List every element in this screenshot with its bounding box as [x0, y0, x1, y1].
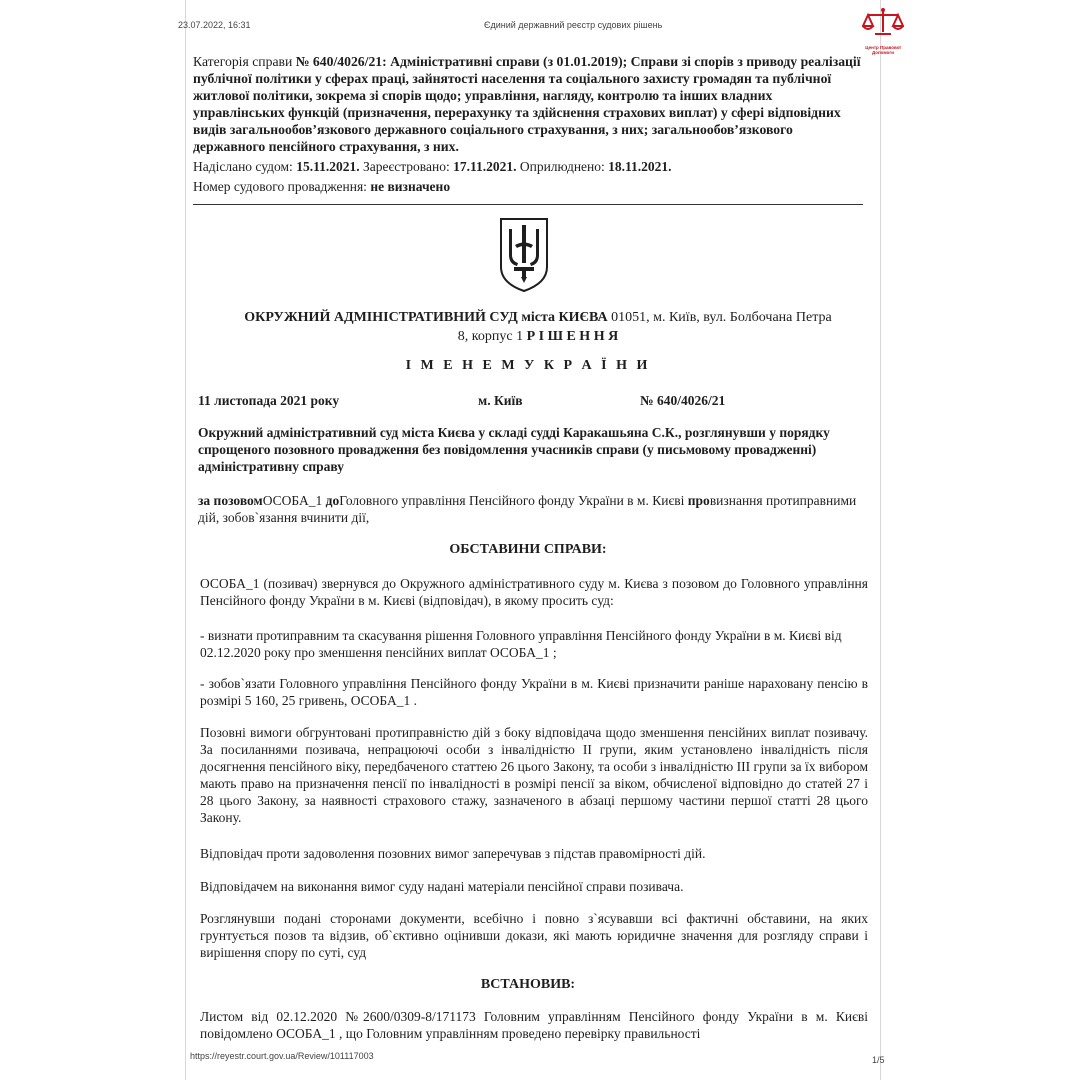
coat-of-arms [497, 215, 551, 295]
legal-aid-logo [862, 6, 904, 55]
trident-icon [497, 215, 551, 295]
print-url[interactable]: https://reyestr.court.gov.ua/Review/101117003 [190, 1051, 374, 1061]
claim-plaintiff: ОСОБА_1 [262, 493, 326, 508]
sent-label: Надіслано судом: [193, 159, 293, 174]
paragraph-1: ОСОБА_1 (позивач) звернувся до Окружного адміністративного суду м. Києва з позовом до Головного управління Пенсійного фонду України в м. Києві (відповідач), в якому просить суд: [200, 576, 868, 608]
claim-subject: визнання протиправними дій, зобов`язання вчинити дії, [198, 493, 857, 525]
decision-date: 11 листопада 2021 року [198, 393, 340, 408]
header-divider [193, 204, 863, 205]
court-address-line1: 01051, м. Київ, вул. Болбочана Петра [611, 310, 832, 325]
section-circumstances: ОБСТАВИНИ СПРАВИ: [449, 542, 607, 557]
dates-line [193, 158, 863, 175]
published-date: 18.11.2021. [608, 159, 672, 174]
published-label: Оприлюднено: [519, 159, 605, 174]
registered-date: 17.11.2021. [453, 159, 517, 174]
print-datetime: 23.07.2022, 16:31 [178, 20, 251, 30]
logo-caption: Центр Правової Допомоги [865, 45, 901, 55]
paragraph-3: - зобов`язати Головного управління Пенсійного фонду України в м. Києві призначити раніше нараховану пенсію в розмірі 5 160, 25 гривень, ОСОБА_1 . [200, 676, 868, 708]
scales-icon [862, 6, 904, 40]
court-city-word: міста [521, 310, 555, 325]
claim-to-label: до [325, 493, 340, 508]
print-page-number: 1/5 [872, 1055, 885, 1065]
scan-edge-right [880, 0, 881, 1080]
proceeding-number-line [193, 178, 863, 195]
sent-date: 15.11.2021. [296, 159, 360, 174]
court-address-line2: 8, корпус 1 [457, 329, 524, 344]
paragraph-5: Відповідач проти задоволення позовних вимог заперечував з підстав правомірності дій. [200, 846, 706, 861]
court-heading [193, 308, 883, 346]
court-city: КИЄВА [558, 310, 608, 325]
decision-place: м. Київ [478, 393, 523, 408]
category-text: № 640/4026/21: Адміністративні справи (з 01.01.2019); Справи зі спорів з приводу реалізації публічної політики у сферах праці, зайнятості населення та соціального захисту громадян та публічної житлової політики, зокрема зі спорів щодо; управління, нагляду, контролю та інших владних управлінських функцій (призначення, перерахунку та здійснення страхових виплат) у сфері відповідних видів загальнообов’язкового державного соціального страхування, з них; загальнообов’язкового державного пенсійного страхування, з них. [193, 54, 861, 154]
claim-about-label: про [687, 493, 710, 508]
proceeding-value: не визначено [370, 179, 451, 194]
case-category [193, 53, 863, 155]
intro-paragraph: Окружний адміністративний суд міста Києва у складі судді Каракашьяна С.К., розглянувши у порядку спрощеного позовного провадження без повідомлення учасників справи (у письмовому провадженні) адміністративну справу [198, 425, 830, 474]
scan-edge-left [185, 0, 186, 1080]
claim-line [198, 492, 868, 526]
paragraph-4: Позовні вимоги обгрунтовані протиправністю дій з боку відповідача щодо зменшення пенсійних виплат позивачу. За посиланнями позивача, непрацюючі особи з інвалідністю ІІ групи, яким установлено інвалідність після досягнення пенсійного віку, передбаченого статтею 26 цього Закону, та особи з інвалідністю ІІІ групи за їх вибором мають право на призначення пенсії по інвалідності в розмірі пенсії за віком, обчисленої відповідно до статей 27 і 28 цього Закону, за наявності страхового стажу, зазначеного в абзаці першому частини першої статті 28 цього Закону. [200, 725, 868, 825]
claim-defendant: Головного управління Пенсійного фонду України в м. Києві [339, 493, 688, 508]
claim-by-label: за позовом [198, 493, 263, 508]
category-label: Категорія справи [193, 54, 293, 69]
registered-label: Зареєстровано: [362, 159, 450, 174]
court-name: ОКРУЖНИЙ АДМІНІСТРАТИВНИЙ СУД [244, 310, 518, 325]
paragraph-8: Листом від 02.12.2020 №2600/0309-8/171173 Головним управлінням Пенсійного фонду України в м. Києві повідомлено ОСОБА_1 , що Головним управлінням проведено перевірку правильності [200, 1009, 868, 1041]
doc-type: Р І Ш Е Н Н Я [526, 329, 619, 344]
paragraph-2: - визнати протиправним та скасування рішення Головного управління Пенсійного фонду України в м. Києві від 02.12.2020 року про зменшення пенсійних виплат ОСОБА_1 ; [200, 628, 842, 660]
decision-number: № 640/4026/21 [640, 393, 726, 408]
proceeding-label: Номер судового провадження: [193, 179, 367, 194]
section-established: ВСТАНОВИВ: [480, 977, 576, 992]
paragraph-6: Відповідачем на виконання вимог суду надані матеріали пенсійної справи позивача. [200, 879, 684, 894]
print-title: Єдиний державний реєстр судових рішень [484, 20, 663, 30]
in-the-name-of-ukraine: І М Е Н Е М У К Р А Ї Н И [405, 358, 651, 373]
paragraph-7: Розглянувши подані сторонами документи, всебічно і повно з`ясувавши всі фактичні обставини, на яких грунтується позов та відзив, об`єктивно оцінивши докази, які мають юридичне значення для розгляду справи і вирішення спору по суті, суд [200, 911, 868, 960]
